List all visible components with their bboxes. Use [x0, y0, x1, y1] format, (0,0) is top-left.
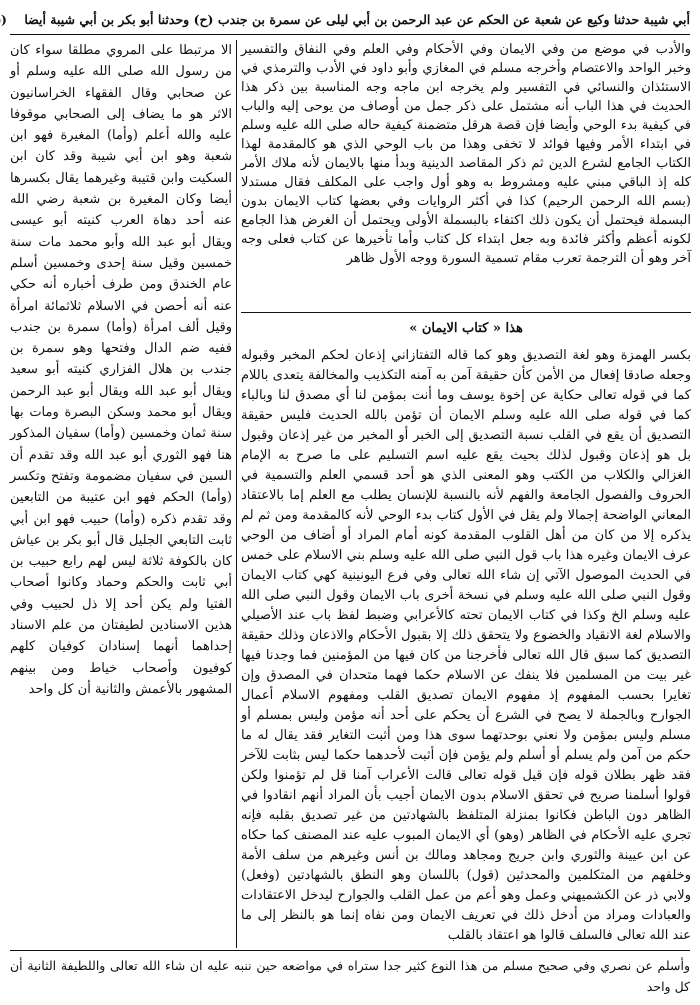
commentary-block	[241, 40, 691, 308]
main-text: بكسر الهمزة وهو لغة التصديق وهو كما قاله التفتازاني إذعان لحكم المخبر وقبوله وجعله صادقا إفعال من الأمن كأن حقيقة آمن به آمنه التكذيب والمخالفة يتعدى باللام كما في قوله تعالى حكاية عن إخوة يوسف وما أنت بمؤمن لنا أي مصدق لنا وبالباء كما في قوله صلى الله عليه وسلم الايمان أن تؤمن بالله الحديث فليس حقيقة التصديق أن يقع في القلب نسبة التصديق إلى الخبر أو المخبر من غير إذعان وقبول بل هو إذعان وقبول لذلك بحيث يقع عليه اسم التسليم على ما صرح به الإمام الغزالي والكلاب من الكتب وهو المعنى الذي هو أحد قسمي العلم والتسمية في الحروف والفصول الجامعة والفهم لأنه بالنسبة للإنسان يطلب مع العلم إما بالاعتقاد المعاني الواضحة إجمالا ولم يقل في الأول كتاب بدء الوحي لأنه كالمقدمة ومن ثم لم يذكره إلا من كان من أهل القلوب المقدمة كونه أمام المراد أو أضاف من الوحي عرف الايمان وغيره هذا باب قول النبي صلى الله عليه وسلم بني الاسلام على خمس في الحديث الموصول الآتي إن شاء الله تعالى وفي فرع اليونينية كهي كتاب الايمان وقول النبي صلى الله عليه وسلم في نسخة أخرى باب الايمان وقول النبي صلى الله عليه وسلم الخ وكذا في كتاب الايمان تحته كالأعرابي وضبط لفظ باب عند الأصيلي والاسلام لغة الانقياد والخضوع ولا يتحقق ذلك إلا بقبول الأحكام والاذعان وذلك حقيقة التصديق كما سبق قال الله تعالى فأخرجنا من كان فيها من المؤمنين فما وجدنا فيها غير بيت من المسلمين فلا ينفك عن الاسلام حكما فهما متحدان في المصدق وإن تغايرا بحسب المفهوم إذ مفهوم الايمان تصديق القلب ومفهوم الاسلام أعمال الجوارح وبالجملة لا يصح في الشرع أن يحكم على أحد أنه مؤمن وليس بمسلم أو مسلم وليس بمؤمن ولا نعني بوحدتهما سوى هذا ومن أثبت التغاير فقد يقال له ما حكم من آمن ولم يسلم أو أسلم ولم يؤمن فإن أثبت لأحدهما حكما ليس بثابت للآخر فقد ظهر بطلان قوله فإن قيل قوله تعالى قالت الأعراب آمنا قل لم تؤمنوا ولكن قولوا أسلمنا صريح في تحقق الاسلام بدون الايمان أجيب بأن المراد أنهم انقادوا في الظاهر دون الباطن فكانوا بمنزلة المتلفظ بالشهادتين من غير تصديق بقلبه فإنه تجري عليه الأحكام في الظاهر (وهو) أي الايمان المبوب عليه عند المصنف كما حكاه عن ابن عيينة والثوري وابن جريج ومجاهد ومالك بن أنس وغيرهم من سلف الأمة وخلفهم من المتكلمين والمحدثين (قول) باللسان وهو النطق بالشهادتين (وفعل) ولابي ذر عن الكشميهني وعمل وهو أعم من عمل القلب والجوارح ليدخل الاعتقادات والعبادات ومراد من أدخل ذلك في تعريف الايمان ومن نفاه إنما هو بالنظر إلى ما عند الله تعالى فالسلف قالوا هو اعتقاد بالقلب	[241, 348, 691, 943]
side-note-text: الا مرتبطا على المروي مطلقا سواء كان من رسول الله صلى الله عليه وسلم أو عن صحابي وقال الفقهاء الخراسانيون الاثر هو ما يضاف إلى الصحابي موقوفا عليه والله أعلم (وأما) المغيرة فهو ابن شعبة وهو ابن أبي شيبة وقد كان ابن السكيت وابن قتيبة وغيرهما يقال بكسرها أيضا وكان المغيرة بن شعبة رضي الله عنه أحد دهاة العرب كنيته أبو عيسى ويقال أبو عبد الله وأبو محمد مات سنة خمسين وقيل سنة إحدى وخمسين أسلم عام الخندق ومن طرف أخباره أنه حكي عنه أنه أحصن في الاسلام ثلاثمائة امرأة وقيل ألف امرأة (وأما) سمرة بن جندب ففيه ضم الدال وفتحها وهو سمرة بن جندب بن هلال الفزاري كنيته أبو سعيد ويقال أبو عبد الله ويقال أبو عبد الرحمن ويقال أبو محمد وسكن البصرة ومات بها سنة ثمان وخمسين (وأما) سفيان المذكور هنا فهو الثوري أبو عبد الله وقد تقدم أن السين في سفيان مضمومة وتفتح وتكسر (وأما) الحكم فهو ابن عتيبة من التابعين وقد تقدم ذكره (وأما) حبيب فهو ابن أبي ثابت التابعي الجليل قال أبو بكر بن عياش كان بالكوفة ثلاثة ليس لهم رابع حبيب بن أبي ثابت والحكم وحماد وكانوا أصحاب الفتيا ولم يكن أحد إلا ذل لحبيب وفي هذين الاسنادين لطيفتان من علم الاسناد إحداهما أنهما إسنادان كوفيان كلهم كوفيون وأصحاب خياط ومن بينهم المشهور بالأعمش والثانية أن كل واحد	[10, 43, 232, 697]
running-title: أبي شيبة حدثنا وكيع عن شعبة عن الحكم عن عبد الرحمن بن أبي ليلى عن سمرة بن جندب (ح) وحدثنا أبو بكر بن أبي شيبة أيضا	[24, 12, 690, 27]
column-divider	[236, 40, 237, 948]
main-text-block	[241, 346, 691, 946]
section-rule	[241, 312, 691, 313]
footer-rule	[10, 950, 690, 951]
header-rule	[10, 34, 690, 35]
footer-text: وأسلم عن نصري وفي صحيح مسلم من هذا النوع كثير جدا ستراه في مواضعه حين ننبه عليه ان شاء الله تعالى واللطيفة الثانية أن كل واحد	[10, 958, 690, 994]
chapter-title: هذا « كتاب الايمان »	[409, 321, 523, 336]
page-header	[0, 8, 690, 32]
commentary-text: والأدب في موضع من وفي الايمان وفي الأحكام وفي العلم وفي النفاق والتفسير وخبر الواحد والاعتصام وأخرجه مسلم في المغازي وأبو داود في الأدب والترمذي في الاستئذان والنسائي في التفسير ولم يخرجه ابن ماجه وجه المناسبة بين ذكر هذا الحديث في هذا الباب أنه مشتمل على ذكر جمل من أوصاف من يوحى إليه والباب في كيفية بدء الوحي وأيضا فإن قصة هرقل متضمنة كيفية حاله صلى الله عليه وسلم في ابتداء الأمر وفيها فوائد لا تخفى وهذا من باب الوحي الذي هو كالمقدمة لهذا الكتاب الجامع لشرع الدين ثم ذكر المقاصد الدينية وبدأ منها بالايمان لأنه ملاك الأمر كله إذ الباقي مبني عليه ومشروط به وهو أول واجب على المكلف فقال مستدلا (بسم الله الرحمن الرحيم) كذا في أكثر الروايات وفي بعضها كتاب الايمان بدون البسملة فيحتمل أن يكون ذلك اكتفاء بالبسملة الأولى ويحتمل أن الغرض هذا الجامع لكونه أعظم وأكثر فائدة وبه جعل ابتداء كل كتاب وأما تأخيرها عن كتاب فعلى وجه آخر وهو أن الترجمة تعرب مقام تسمية السورة ووجه الأول ظاهر	[241, 42, 691, 266]
page-number: (	[0, 12, 7, 27]
side-note-column	[10, 40, 232, 945]
footer-text-block	[10, 955, 690, 999]
